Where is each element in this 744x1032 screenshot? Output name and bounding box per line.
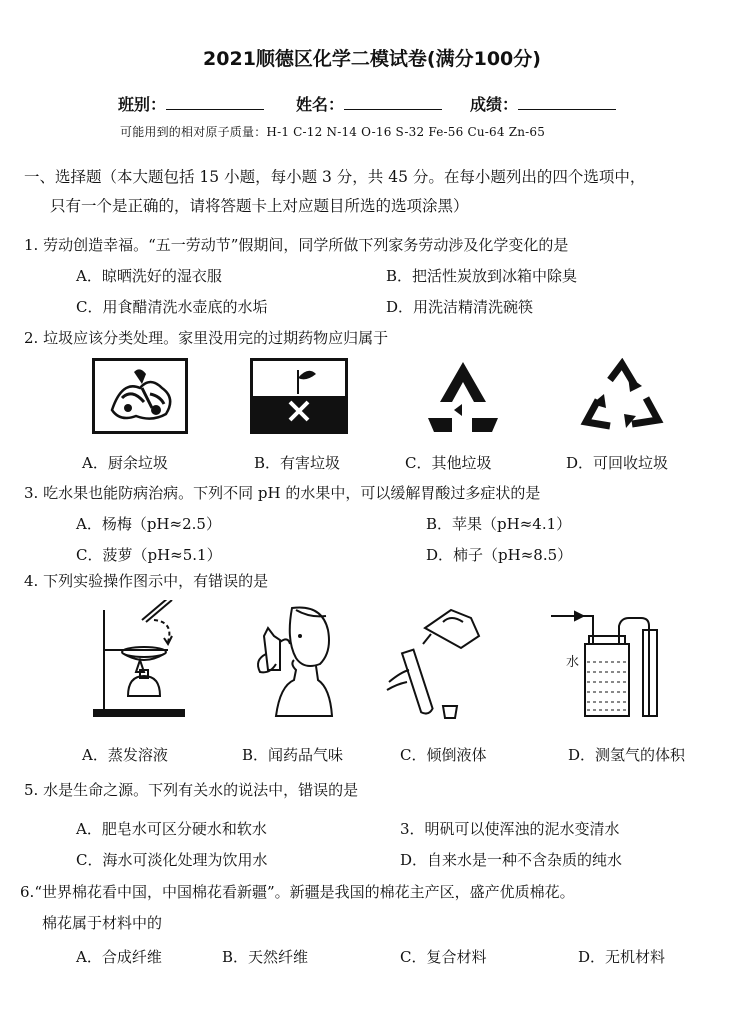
- section-heading-line1: 一、选择题（本大题包括 15 小题，每小题 3 分，共 45 分。在每小题列出的四个选项中，: [24, 168, 646, 186]
- class-blank: [166, 95, 264, 110]
- q6-option-a: A．合成纤维: [76, 948, 162, 966]
- atomic-masses: 可能用到的相对原子质量：H-1 C-12 N-14 O-16 S-32 Fe-56 Cu-64 Zn-65: [120, 125, 546, 139]
- name-blank: [344, 95, 442, 110]
- q5-option-c: C．海水可淡化处理为饮用水: [76, 851, 268, 869]
- q1-option-a: A．晾晒洗好的湿衣服: [76, 267, 222, 285]
- question-4: [24, 570, 268, 591]
- question-stem: 吃水果也能防病治病。下列不同 pH 的水果中，可以缓解胃酸过多症状的是: [43, 484, 541, 502]
- question-1: [24, 234, 568, 255]
- question-2: [24, 327, 388, 348]
- q5-option-d: D．自来水是一种不含杂质的纯水: [400, 851, 623, 869]
- question-number: 2.: [24, 329, 39, 347]
- score-blank: [518, 95, 616, 110]
- q2-option-b: B．有害垃圾: [254, 454, 341, 472]
- question-number: 4.: [24, 572, 39, 590]
- pouring-liquid-illustration: [385, 600, 495, 720]
- q1-option-b: B．把活性炭放到冰箱中除臭: [386, 267, 578, 285]
- other-waste-icon: [424, 358, 502, 434]
- question-5: [24, 779, 358, 800]
- score-field: [470, 92, 616, 115]
- q3-option-b: B．苹果（pH≈4.1）: [426, 515, 572, 533]
- q3-option-d: D．柿子（pH≈8.5）: [426, 546, 573, 564]
- hazardous-waste-icon: [250, 358, 348, 434]
- question-stem: 下列实验操作图示中，有错误的是: [43, 572, 269, 590]
- question-6-stem-continued: 棉花属于材料中的: [42, 914, 163, 932]
- q1-option-c: C．用食醋清洗水壶底的水垢: [76, 298, 268, 316]
- kitchen-waste-icon: [92, 358, 188, 434]
- q4-option-b: B．闻药品气味: [242, 746, 344, 764]
- score-label: 成绩：: [470, 95, 519, 114]
- q1-option-d: D．用洗洁精清洗碗筷: [386, 298, 534, 316]
- evaporation-apparatus-illustration: [90, 600, 200, 720]
- q3-option-a: A．杨梅（pH≈2.5）: [76, 515, 221, 533]
- recyclable-waste-icon: [580, 358, 664, 434]
- name-label: 姓名：: [296, 95, 345, 114]
- q2-option-a: A．厨余垃圾: [82, 454, 168, 472]
- q4-option-c: C．倾倒液体: [400, 746, 487, 764]
- question-number: 3.: [24, 484, 39, 502]
- water-label: 水: [566, 655, 580, 670]
- question-6: [20, 881, 575, 902]
- q2-option-c: C．其他垃圾: [405, 454, 492, 472]
- gas-volume-apparatus-illustration: [545, 600, 675, 720]
- q5-option-b: 3．明矾可以使浑浊的泥水变清水: [400, 820, 620, 838]
- question-number: 1.: [24, 236, 39, 254]
- q6-option-d: D．无机材料: [578, 948, 666, 966]
- q4-option-a: A．蒸发溶液: [82, 746, 168, 764]
- question-stem: 垃圾应该分类处理。家里没用完的过期药物应归属于: [43, 329, 389, 347]
- question-stem: “世界棉花看中国，中国棉花看新疆”。新疆是我国的棉花主产区，盛产优质棉花。: [34, 883, 575, 901]
- q5-option-a: A．肥皂水可区分硬水和软水: [76, 820, 267, 838]
- q6-option-c: C．复合材料: [400, 948, 487, 966]
- page-title: 2021顺德区化学二模试卷(满分100分): [203, 48, 541, 70]
- question-stem: 劳动创造幸福。“五一劳动节”假期间，同学所做下列家务劳动涉及化学变化的是: [43, 236, 569, 254]
- q6-option-b: B．天然纤维: [222, 948, 309, 966]
- class-label: 班别：: [118, 95, 167, 114]
- q3-option-c: C．菠萝（pH≈5.1）: [76, 546, 222, 564]
- smelling-chemical-illustration: [240, 600, 350, 720]
- question-number: 6.: [20, 883, 35, 901]
- name-field: [296, 92, 442, 115]
- question-3: [24, 482, 540, 503]
- question-stem: 水是生命之源。下列有关水的说法中，错误的是: [43, 781, 359, 799]
- class-field: [118, 92, 264, 115]
- q2-option-d: D．可回收垃圾: [566, 454, 669, 472]
- section-heading-line2: 只有一个是正确的，请将答题卡上对应题目所选的选项涂黑）: [50, 197, 469, 215]
- q4-option-d: D．测氢气的体积: [568, 746, 686, 764]
- question-number: 5.: [24, 781, 39, 799]
